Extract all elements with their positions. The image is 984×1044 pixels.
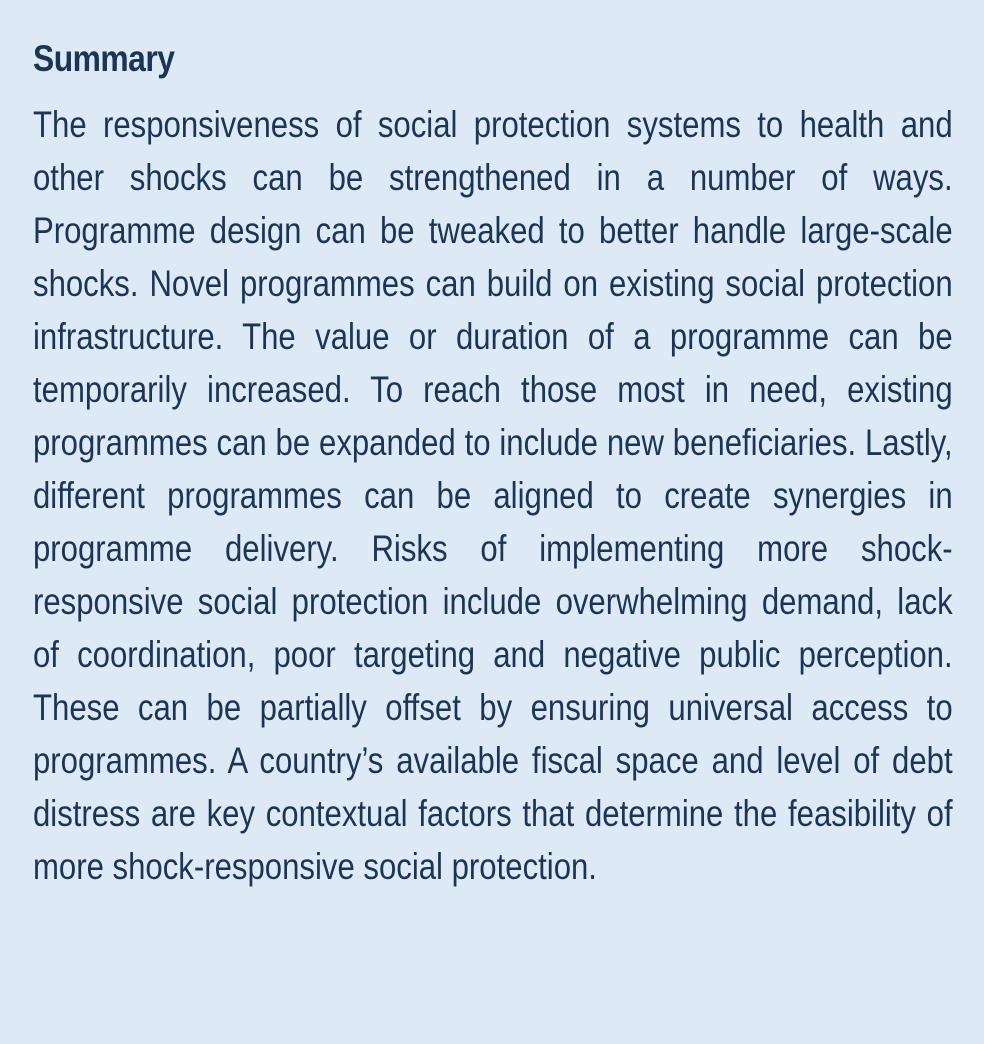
summary-title: Summary <box>33 38 175 79</box>
summary-paragraph: The responsiveness of social protection systems to health and other shocks can be strengthened in a number of ways. Programme design can be tweaked to better handle large-scale shocks. Novel programmes can build on existing social protection infrastructure. The value or duration of a programme can be temporarily increased. To reach those most in need, existing programmes can be expanded to include new beneficiaries. Lastly, different programmes can be aligned to create synergies in programme delivery. Risks of implementing more shock-responsive social protection include overwhelming demand, lack of coordination, poor targeting and negative public perception. These can be partially offset by ensuring universal access to programmes. A country’s available fiscal space and level of debt distress are key contextual factors that determine the feasibility of more shock-responsive social protection. <box>33 103 953 887</box>
